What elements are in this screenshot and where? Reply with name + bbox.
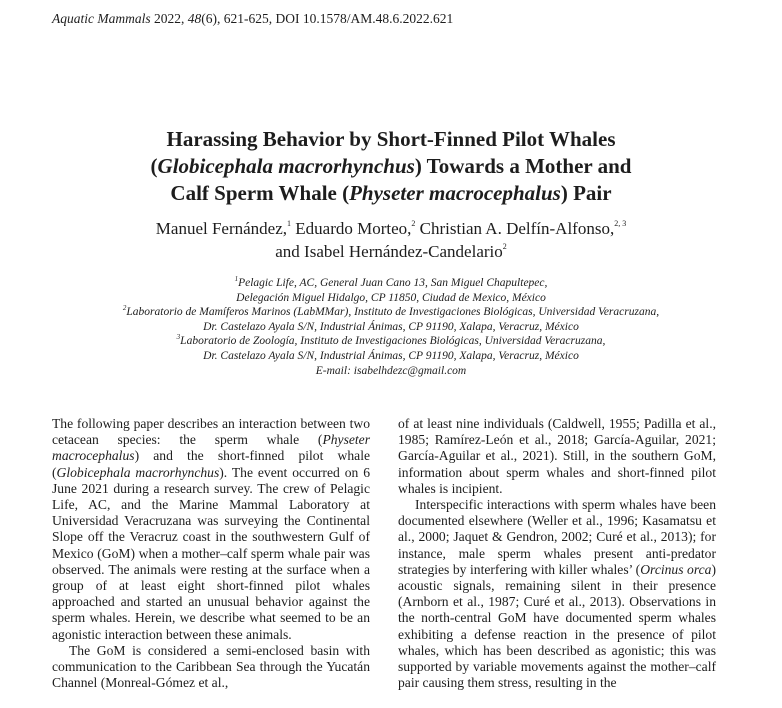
title-line-2: (Globicephala macrorhynchus) Towards a Mother and (150, 154, 632, 178)
paragraph-2: The GoM is considered a semi-enclosed basin with communication to the Caribbean Sea through the Yucatán Channel (Monreal-Gómez et al., (52, 642, 370, 691)
contact-email: E-mail: isabelhdezc@gmail.com (315, 364, 467, 377)
journal-name: Aquatic Mammals (52, 11, 151, 26)
authors-line-2: and Isabel Hernández-Candelario$^2$ (275, 242, 507, 261)
author-2: Eduardo Morteo, (291, 219, 412, 238)
author-3: Christian A. Delfín-Alfonso, (415, 219, 615, 238)
journal-volume: 48 (187, 11, 202, 26)
author-list (0, 217, 782, 263)
affiliation-1: $^1$Pelagic Life, AC, General Juan Cano 13, San Miguel Chapultepec, (234, 275, 548, 289)
paragraph-1: The following paper describes an interaction between two cetacean species: the sperm whale (Physeter macrocephalus) and the short-finned pilot whale (Globicephala macrorhynchus). The event occurred on 6 June 2021 during a research survey. The crew of Pelagic Life, AC, and the Marine Mammal Laboratory at Universidad Veracruzana was surveying the Continental Slope off the Veracruz coast in the southwestern Gulf of Mexico (GoM) when a mother–calf sperm whale pair was observed. The animals were resting at the surface when a group of at least eight short-finned pilot whales approached and started an unusual behavior against the sperm whales. Herein, we describe what seemed to be an agonistic interaction between these animals. (52, 416, 370, 642)
paragraph-4: Interspecific interactions with sperm whales have been documented elsewhere (Weller et al., 1996; Kasamatsu et al., 2000; Jaquet & Gendron, 2002; Curé et al., 2013); for instance, male sperm whales present anti-predator strategies by interfering with killer whales’ (Orcinus orca) acoustic signals, remaining silent in their presence (Arnborn et al., 1987; Curé et al., 2013). Observations in the north-central GoM have documented sperm whales exhibiting a defense reaction in the presence of pilot whales, which has been described as agonistic; this was supported by variable movements against the mother–calf pair causing them stress, resulting in the (398, 497, 717, 691)
affiliations: $^1$Pelagic Life, AC, General Juan Cano 13, San Miguel Chapultepec, Delegación Miguel Hidalgo, CP 11850, Ciudad de Mexico, México $^2$Laboratorio de Mamíferos Marinos (LabMMar), Instituto de Investigaciones Biológicas, Universidad Veracruzana, Dr. Castelazo Ayala S/N, Industrial Ánimas, CP 91190, Xalapa, Veracruz, México $^3$Laboratorio de Zoología, Instituto de Investigaciones Biológicas, Universidad Veracruzana, Dr. Castelazo Ayala S/N, Industrial Ánimas, CP 91190, Xalapa, Veracruz, México E-mail: isabelhdezc@gmail.com (0, 276, 782, 378)
body-column-left (52, 416, 370, 691)
author-4: and Isabel Hernández-Candelario (275, 242, 503, 261)
paper-title (0, 126, 782, 207)
title-species-sperm-whale: Physeter macrocephalus (349, 181, 561, 205)
title-species-pilot-whale: Globicephala macrorhynchus (157, 154, 415, 178)
journal-year: 2022, (150, 11, 188, 26)
title-line-3: Calf Sperm Whale (Physeter macrocephalus) Pair (170, 181, 612, 205)
affiliation-3: $^3$Laboratorio de Zoología, Instituto de Investigaciones Biológicas, Universidad Veracruzana, (176, 333, 606, 348)
authors-line-1: Manuel Fernández,$^1$ Eduardo Morteo,$^2$ Christian A. Delfín-Alfonso,$^{2, 3}$ (155, 219, 627, 238)
author-1: Manuel Fernández, (155, 219, 288, 238)
affiliation-2: $^2$Laboratorio de Mamíferos Marinos (LabMMar), Instituto de Investigaciones Biológicas, Universidad Veracruzana, (122, 304, 660, 319)
journal-citation (52, 10, 453, 28)
paragraph-3: of at least nine individuals (Caldwell, 1955; Padilla et al., 1985; Ramírez-León et al., 2018; García-Aguilar, 2021; García-Aguilar et al., 2021). Still, in the southern GoM, information about sperm whales and short-finned pilot whales is incipient. (398, 416, 716, 496)
title-line-1: Harassing Behavior by Short-Finned Pilot Whales (166, 127, 616, 151)
journal-issue-pages-doi: (6), 621-625, DOI 10.1578/AM.48.6.2022.621 (201, 11, 454, 26)
body-column-right (398, 416, 716, 691)
